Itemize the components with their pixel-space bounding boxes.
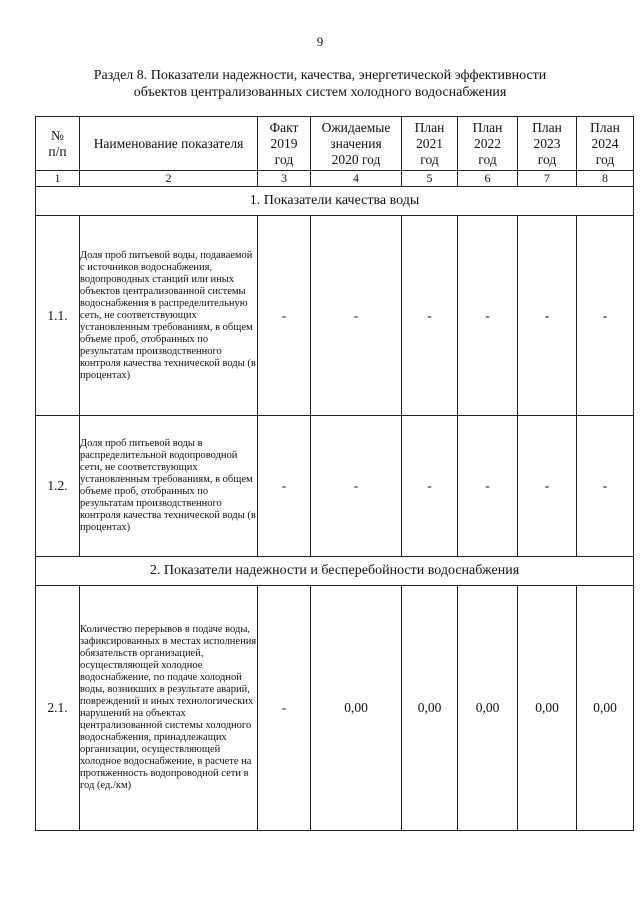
section-heading: 2. Показатели надежности и бесперебойности водоснабжения bbox=[36, 557, 634, 586]
section-title bbox=[60, 67, 580, 101]
header-cell-expected-2020: Ожидаемые значения 2020 год bbox=[311, 117, 402, 171]
row-description: Доля проб питьевой воды, подаваемой с источников водоснабжения, водопроводных станций или иных объектов централизованной системы водоснабжения в распределительную сеть, не соответствующих установленным требованиям, в общем объеме проб, отобранных по результатам производственного контроля качества технической воды (в процентах) bbox=[80, 216, 258, 416]
section-header-row bbox=[36, 557, 634, 586]
header-cell-number: № п/п bbox=[36, 117, 80, 171]
table-row bbox=[36, 216, 634, 416]
column-number: 7 bbox=[518, 171, 577, 187]
column-number: 6 bbox=[458, 171, 518, 187]
row-value: - bbox=[311, 416, 402, 557]
table-row bbox=[36, 416, 634, 557]
section-header-row bbox=[36, 187, 634, 216]
header-cell-plan-2022: План 2022 год bbox=[458, 117, 518, 171]
row-index: 2.1. bbox=[36, 586, 80, 831]
row-value: - bbox=[402, 216, 458, 416]
row-value: - bbox=[258, 586, 311, 831]
row-index: 1.1. bbox=[36, 216, 80, 416]
section-heading: 1. Показатели качества воды bbox=[36, 187, 634, 216]
row-value: 0,00 bbox=[311, 586, 402, 831]
row-value: - bbox=[577, 416, 634, 557]
row-value: - bbox=[577, 216, 634, 416]
row-value: - bbox=[458, 216, 518, 416]
title-line: Раздел 8. Показатели надежности, качества, энергетической эффективности bbox=[93, 68, 547, 83]
row-value: 0,00 bbox=[577, 586, 634, 831]
row-value: - bbox=[258, 216, 311, 416]
row-value: - bbox=[402, 416, 458, 557]
header-cell-plan-2024: План 2024 год bbox=[577, 117, 634, 171]
page-number: 9 bbox=[316, 34, 324, 49]
column-number-row bbox=[36, 171, 634, 187]
column-number: 5 bbox=[402, 171, 458, 187]
row-index: 1.2. bbox=[36, 416, 80, 557]
table-row bbox=[36, 586, 634, 831]
column-number: 4 bbox=[311, 171, 402, 187]
row-value: - bbox=[258, 416, 311, 557]
row-value: - bbox=[518, 216, 577, 416]
row-value: - bbox=[458, 416, 518, 557]
row-description: Доля проб питьевой воды в распределительной водопроводной сети, не соответствующих установленным требованиям, в общем объеме проб, отобранных по результатам производственного контроля качества технической воды (в процентах) bbox=[80, 416, 258, 557]
header-cell-plan-2021: План 2021 год bbox=[402, 117, 458, 171]
column-number: 8 bbox=[577, 171, 634, 187]
header-row bbox=[36, 117, 634, 171]
header-cell-plan-2023: План 2023 год bbox=[518, 117, 577, 171]
column-number: 1 bbox=[36, 171, 80, 187]
row-value: - bbox=[518, 416, 577, 557]
header-cell-fact-2019: Факт 2019 год bbox=[258, 117, 311, 171]
row-value: 0,00 bbox=[518, 586, 577, 831]
column-number: 2 bbox=[80, 171, 258, 187]
row-value: - bbox=[311, 216, 402, 416]
header-cell-name: Наименование показателя bbox=[80, 117, 258, 171]
indicators-table bbox=[35, 116, 634, 831]
row-value: 0,00 bbox=[458, 586, 518, 831]
row-description: Количество перерывов в подаче воды, зафиксированных в местах исполнения обязательств организацией, осуществляющей холодное водоснабжение, по подаче холодной воды, возникших в результате аварий, повреждений и иных технологических нарушений на объектах централизованной системы холодного водоснабжения, принадлежащих организации, осуществляющей холодное водоснабжение, в расчете на протяженность водопроводной сети в год (ед./км) bbox=[80, 586, 258, 831]
title-line: объектов централизованных систем холодного водоснабжения bbox=[133, 85, 507, 100]
column-number: 3 bbox=[258, 171, 311, 187]
row-value: 0,00 bbox=[402, 586, 458, 831]
